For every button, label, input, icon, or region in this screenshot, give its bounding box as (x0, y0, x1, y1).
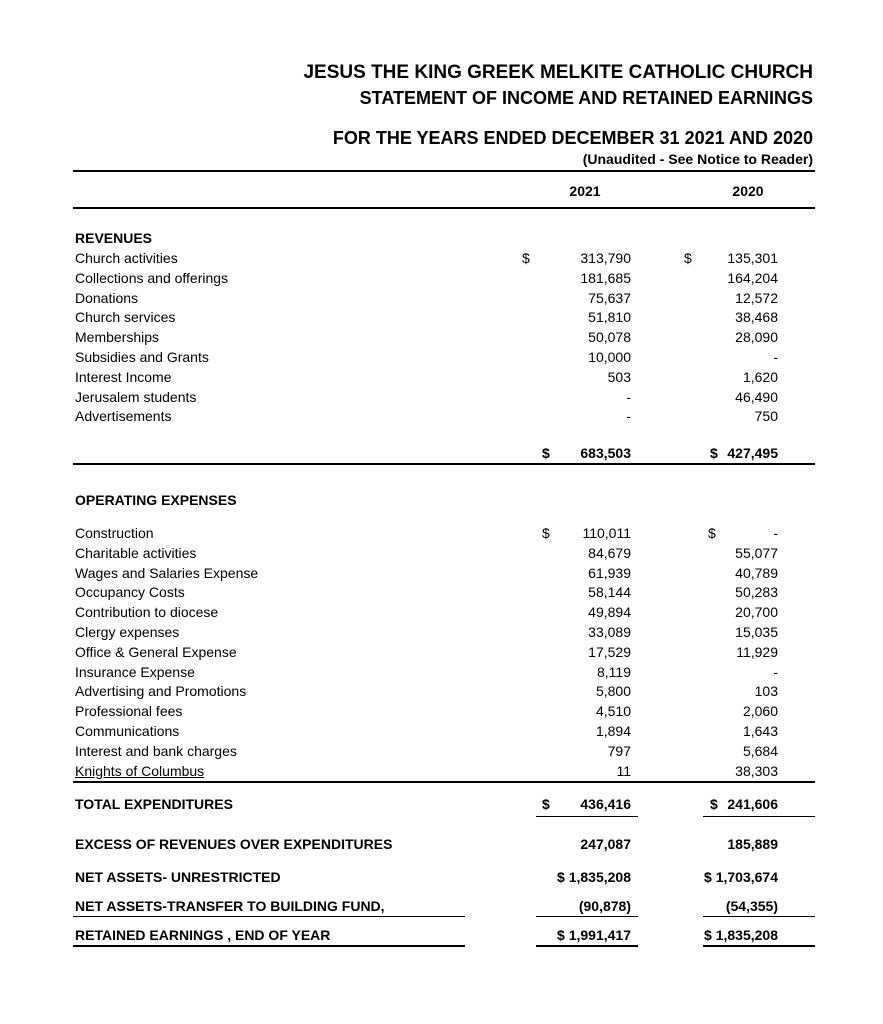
retained-2021-rule (536, 945, 638, 947)
revenue-row-label: Collections and offerings (75, 269, 229, 286)
revenues-heading: REVENUES (75, 230, 153, 246)
net-unrestricted-2020: $ 1,703,674 (704, 869, 778, 885)
revenue-row-value-2021: 503 (607, 368, 631, 385)
net-unrestricted-label: NET ASSETS- UNRESTRICTED (75, 869, 281, 885)
expense-row-value-2020: 40,789 (735, 564, 778, 581)
expense-row-value-2021: 84,679 (588, 544, 631, 561)
expense-row-label: Office & General Expense (75, 643, 237, 660)
revenue-row-value-2021: - (626, 388, 631, 405)
transfer-label: NET ASSETS-TRANSFER TO BUILDING FUND, (75, 898, 385, 914)
expense-row-label: Construction (75, 525, 154, 541)
expense-row-value-2021: 1,894 (595, 723, 631, 739)
transfer-2021: (90,878) (578, 898, 631, 914)
revenue-row-label: Church services (75, 309, 176, 326)
expense-rule (73, 781, 815, 783)
org-title: JESUS THE KING GREEK MELKITE CATHOLIC CHURCH (303, 62, 813, 83)
dollar-sign: $ (542, 796, 550, 812)
expense-row-label: Contribution to diocese (75, 604, 219, 621)
expense-row-value-2021: 33,089 (588, 624, 631, 640)
revenue-total-rule (73, 463, 815, 465)
expense-row-label: Knights of Columbus (75, 762, 205, 779)
total-2020-rule (703, 816, 815, 817)
dollar-sign: $ (708, 525, 716, 541)
expense-row-value-2021: 797 (607, 742, 631, 759)
retained-earnings-2021: $ 1,991,417 (557, 927, 631, 943)
retained-earnings-label: RETAINED EARNINGS , END OF YEAR (75, 927, 331, 943)
dollar-sign: $ (522, 250, 530, 266)
revenue-row-label: Jerusalem students (75, 388, 197, 405)
revenue-total-2020: 427,495 (727, 445, 778, 461)
expense-row-label: Wages and Salaries Expense (75, 564, 259, 581)
expense-row-value-2020: 20,700 (735, 604, 778, 621)
period-title: FOR THE YEARS ENDED DECEMBER 31 2021 AND 2020 (332, 128, 813, 148)
revenue-row-value-2020: 46,490 (735, 388, 778, 405)
revenue-row-label: Donations (75, 289, 139, 306)
expense-row-label: Advertising and Promotions (75, 683, 247, 700)
transfer-2020-rule (703, 916, 815, 917)
expense-row-label: Professional fees (75, 703, 183, 720)
revenue-row-value-2021: 51,810 (588, 309, 631, 326)
total-expenditures-2021: 436,416 (580, 796, 631, 812)
revenue-row-value-2020: 12,572 (735, 289, 778, 306)
revenue-row-value-2021: 50,078 (588, 329, 631, 346)
dollar-sign: $ (710, 796, 718, 812)
expense-row-value-2020: 11,929 (736, 643, 778, 660)
expense-row-value-2021: 11 (616, 762, 631, 779)
col-header-2021: 2021 (569, 183, 601, 199)
excess-2021: 247,087 (580, 836, 631, 852)
dollar-sign: $ (684, 250, 692, 266)
col-header-rule (73, 207, 815, 209)
expense-row-value-2021: 61,939 (588, 564, 631, 581)
retained-earnings-2020: $ 1,835,208 (704, 927, 778, 943)
expense-row-value-2021: 5,800 (595, 683, 631, 700)
expenses-heading: OPERATING EXPENSES (75, 492, 237, 508)
transfer-2020: (54,355) (725, 898, 778, 914)
excess-label: EXCESS OF REVENUES OVER EXPENDITURES (75, 836, 393, 852)
expense-row-label: Interest and bank charges (75, 742, 237, 759)
revenue-row-value-2021: 75,637 (588, 289, 631, 306)
revenue-row-value-2020: 164,204 (727, 269, 778, 286)
expense-row-value-2020: - (773, 663, 778, 680)
expense-row-label: Charitable activities (75, 544, 197, 561)
revenue-row-label: Memberships (75, 329, 160, 346)
revenue-row-label: Church activities (75, 250, 178, 266)
expense-row-label: Occupancy Costs (75, 584, 185, 601)
expense-row-value-2021: 4,510 (595, 703, 631, 720)
expense-row-value-2020: 1,643 (742, 723, 778, 739)
notice-text: (Unaudited - See Notice to Reader) (582, 151, 813, 167)
transfer-rule (73, 916, 465, 917)
expense-row-value-2020: 55,077 (735, 544, 778, 561)
expense-row-label: Clergy expenses (75, 624, 180, 640)
expense-row-value-2020: 38,303 (735, 762, 778, 779)
expense-row-label: Insurance Expense (75, 663, 195, 680)
revenue-row-value-2020: 750 (754, 408, 778, 425)
expense-row-value-2021: 49,894 (588, 604, 631, 621)
retained-rule (73, 945, 465, 947)
expense-row-value-2021: 58,144 (588, 584, 631, 601)
expense-row-label: Communications (75, 723, 180, 739)
revenue-row-value-2020: 135,301 (727, 250, 778, 266)
revenue-row-value-2020: 1,620 (742, 368, 778, 385)
revenue-row-value-2021: - (626, 408, 631, 425)
revenue-row-value-2020: - (773, 349, 778, 365)
expense-row-value-2021: 110,011 (582, 525, 631, 541)
revenue-row-label: Advertisements (75, 408, 172, 425)
statement-title: STATEMENT OF INCOME AND RETAINED EARNINGS (359, 88, 813, 108)
expense-row-value-2020: 5,684 (742, 742, 778, 759)
total-expenditures-2020: 241,606 (727, 796, 778, 812)
total-2021-rule (536, 816, 638, 817)
expense-row-value-2020: 50,283 (735, 584, 778, 601)
revenue-row-value-2020: 28,090 (735, 329, 778, 346)
expense-row-value-2021: 8,119 (597, 663, 631, 680)
revenue-row-value-2021: 10,000 (588, 349, 631, 365)
expense-row-value-2020: - (773, 525, 778, 541)
revenue-total-2021: 683,503 (580, 445, 631, 461)
col-header-2020: 2020 (732, 183, 764, 199)
total-expenditures-label: TOTAL EXPENDITURES (75, 796, 233, 812)
expense-row-value-2020: 15,035 (735, 624, 778, 640)
revenue-row-label: Subsidies and Grants (75, 349, 209, 365)
header-rule (73, 170, 815, 172)
revenue-row-value-2020: 38,468 (735, 309, 778, 326)
expense-row-value-2021: 17,529 (588, 643, 631, 660)
retained-2020-rule (703, 945, 815, 947)
dollar-sign: $ (542, 445, 550, 461)
expense-row-value-2020: 2,060 (742, 703, 778, 720)
revenue-row-value-2021: 313,790 (580, 250, 631, 266)
transfer-2021-rule (536, 916, 638, 917)
net-unrestricted-2021: $ 1,835,208 (557, 869, 631, 885)
revenue-row-value-2021: 181,685 (580, 269, 631, 286)
dollar-sign: $ (710, 445, 718, 461)
dollar-sign: $ (542, 525, 550, 541)
excess-2020: 185,889 (727, 836, 778, 852)
expense-row-value-2020: 103 (754, 683, 778, 700)
revenue-row-label: Interest Income (75, 368, 172, 385)
